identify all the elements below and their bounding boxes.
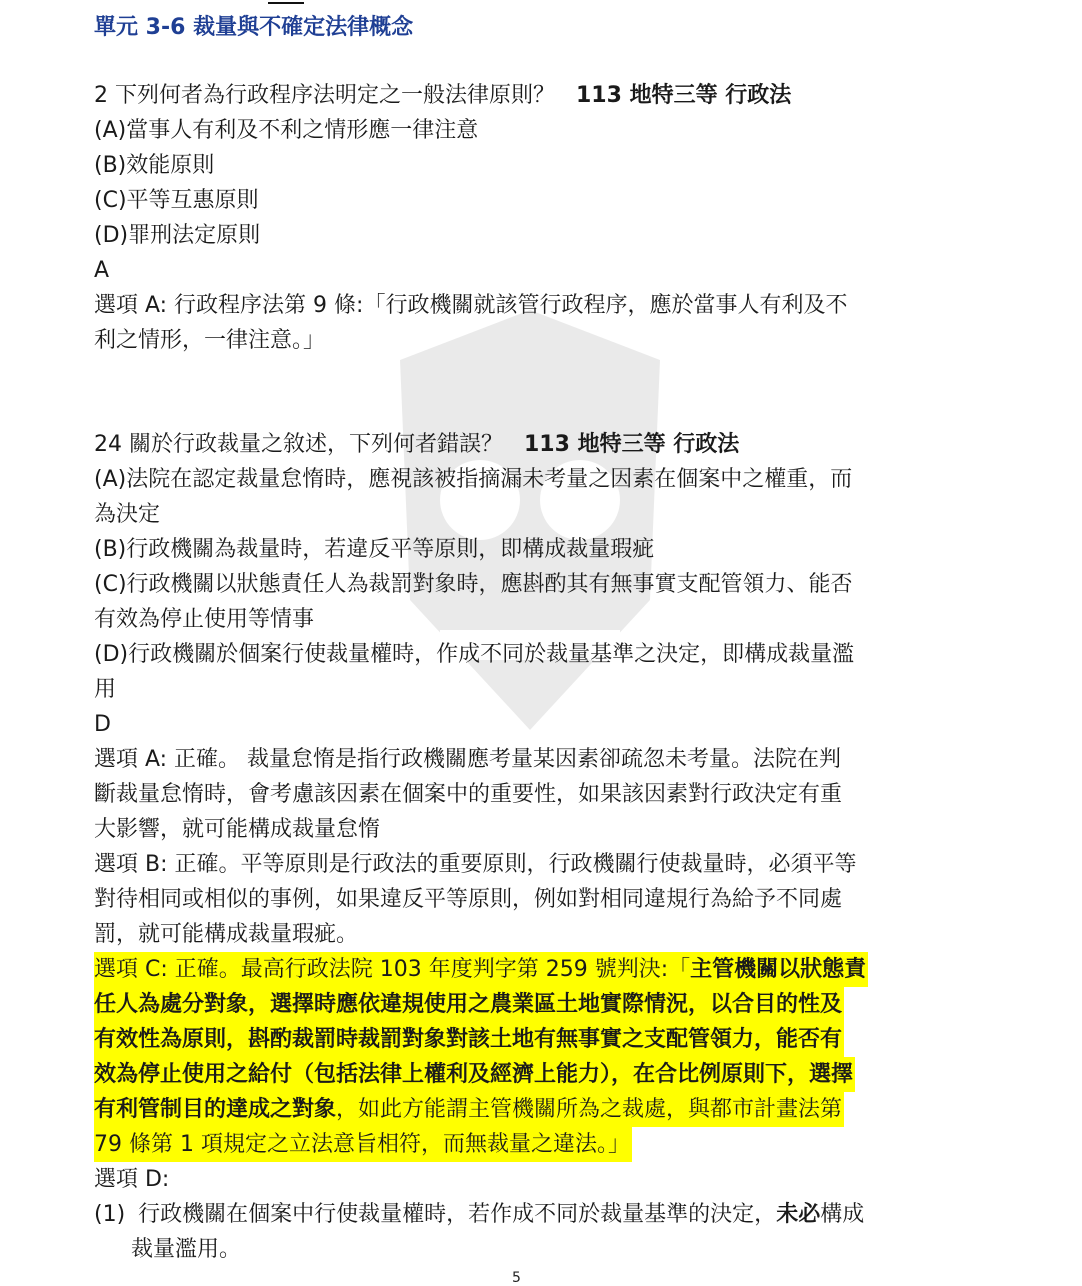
q2-explain-c-text-4: 效為停止使用之給付（包括法律上權利及經濟上能力），在合比例原則下，選擇: [94, 1057, 855, 1092]
q2-explain-c-prefix: 選項 C: 正確。最高行政法院 103 年度判字第 259 號判決:「: [94, 957, 691, 982]
q2-option-a-line-1: (A)法院在認定裁量怠惰時，應視該被指摘漏未考量之因素在個案中之權重，而: [94, 467, 853, 492]
q2-stem-text: 24 關於行政裁量之敘述，下列何者錯誤？: [94, 432, 503, 457]
q2-explain-b-line-1: 選項 B: 正確。平等原則是行政法的重要原則，行政機關行使裁量時，必須平等: [94, 852, 857, 877]
q2-explain-c-line-2: [94, 987, 844, 1022]
q1-source: 113 地特三等 行政法: [576, 83, 792, 108]
q2-explain-c-bold-1: 主管機關以狀態責: [690, 957, 867, 982]
q1-stem-text: 2 下列何者為行政程序法明定之一般法律原則？: [94, 83, 555, 108]
q2-explain-a-line-1: 選項 A: 正確。 裁量怠惰是指行政機關應考量某因素卻疏忽未考量。法院在判: [94, 747, 842, 772]
question-1-stem: [94, 78, 791, 113]
q1-option-d: (D)罪刑法定原則: [94, 223, 261, 248]
q2-option-b: (B)行政機關為裁量時，若違反平等原則，即構成裁量瑕疵: [94, 537, 655, 562]
q2-explain-b-line-2: 對待相同或相似的事例，如果違反平等原則，例如對相同違規行為給予不同處: [94, 887, 843, 912]
q2-explain-c-text-6: 79 條第 1 項規定之立法意旨相符，而無裁量之違法。」: [94, 1127, 632, 1162]
unit-title: 單元 3-6 裁量與不確定法律概念: [94, 15, 414, 40]
page-number: 5: [512, 1270, 521, 1286]
q2-explain-c-text-2: 任人為處分對象，選擇時應依違規使用之農業區土地實際情況，以合目的性及: [94, 987, 844, 1022]
q1-option-a: (A)當事人有利及不利之情形應一律注意: [94, 118, 479, 143]
q2-explain-d-item-bold: 未必: [776, 1202, 821, 1227]
q1-option-c: (C)平等互惠原則: [94, 188, 259, 213]
q2-option-c-line-2: 有效為停止使用等情事: [94, 607, 315, 632]
q1-answer: A: [94, 258, 110, 283]
q2-explain-d-label: 選項 D:: [94, 1167, 170, 1192]
q2-explain-c-text-3: 有效性為原則，斟酌裁罰時裁罰對象對該土地有無事實之支配管領力，能否有: [94, 1022, 844, 1057]
question-2-stem: [94, 427, 739, 462]
q2-explain-c-line-4: [94, 1057, 855, 1092]
q2-explain-b-line-3: 罰，就可能構成裁量瑕疵。: [94, 922, 359, 947]
top-decoration-line: [268, 0, 304, 4]
q2-option-d-line-2: 用: [94, 677, 117, 702]
q2-explain-c-line-1: [94, 952, 868, 987]
q2-option-c-line-1: (C)行政機關以狀態責任人為裁罰對象時，應斟酌其有無事實支配管領力、能否: [94, 572, 853, 597]
q2-explain-c-rest-5: ，如此方能謂主管機關所為之裁處，與都市計畫法第: [336, 1097, 843, 1122]
q2-explain-d-item-1-line-2: 裁量濫用。: [131, 1237, 242, 1262]
q2-explain-c-bold-5: 有利管制目的達成之對象: [94, 1097, 337, 1122]
q2-answer: D: [94, 712, 111, 737]
q2-explain-d-item-post: 構成: [820, 1202, 865, 1227]
q2-explain-a-line-2: 斷裁量怠惰時，會考慮該因素在個案中的重要性，如果該因素對行政決定有重: [94, 782, 843, 807]
q2-explain-c-line-5: [94, 1092, 844, 1127]
q2-explain-d-item-1: [94, 1197, 864, 1232]
q1-option-b: (B)效能原則: [94, 153, 215, 178]
q2-explain-d-item-pre: 行政機關在個案中行使裁量權時，若作成不同於裁量基準的決定，: [138, 1202, 777, 1227]
q2-explain-a-line-3: 大影響，就可能構成裁量怠惰: [94, 817, 381, 842]
q2-option-d-line-1: (D)行政機關於個案行使裁量權時，作成不同於裁量基準之決定，即構成裁量濫: [94, 642, 855, 667]
q2-source: 113 地特三等 行政法: [524, 432, 740, 457]
q2-explain-c-line-6: [94, 1127, 632, 1162]
q2-explain-d-item-number: (1): [94, 1202, 126, 1227]
q1-explanation-line-2: 利之情形，一律注意。」: [94, 328, 326, 353]
q2-option-a-line-2: 為決定: [94, 502, 161, 527]
q2-explain-c-line-3: [94, 1022, 844, 1057]
watermark-logo-icon: [380, 300, 680, 740]
q1-explanation-line-1: 選項 A: 行政程序法第 9 條:「行政機關就該管行政程序，應於當事人有利及不: [94, 293, 848, 318]
